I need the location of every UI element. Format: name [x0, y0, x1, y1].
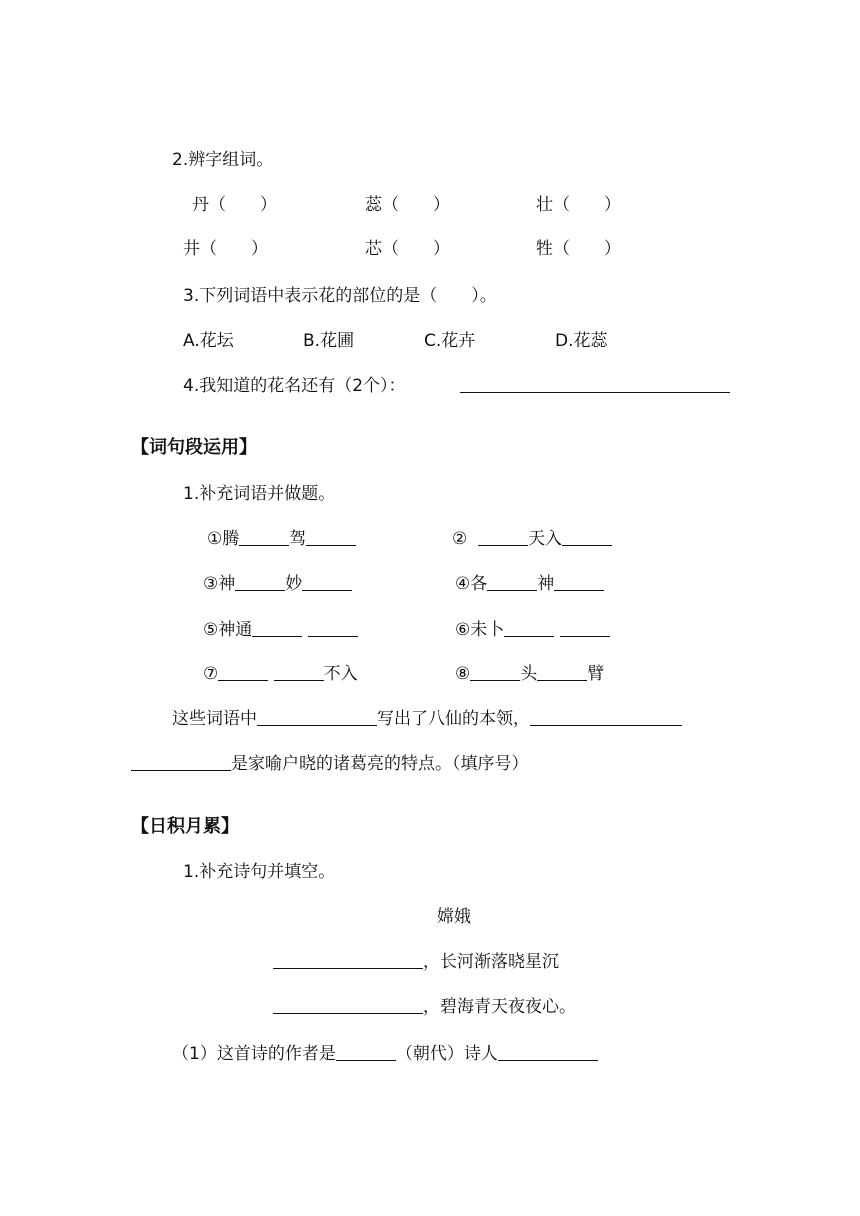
answer-blank[interactable]: [504, 618, 554, 637]
poem-line: ，碧海青天夜夜心。: [273, 995, 576, 1019]
idiom-item: ③神 妙: [203, 572, 352, 596]
question-2-title: 2.辨字组词。: [172, 150, 274, 170]
answer-blank[interactable]: [498, 1042, 598, 1061]
option-d: D.花蕊: [555, 331, 608, 351]
poem-line: ，长河渐落晓星沉: [273, 950, 559, 974]
char-item: 丹（ ）: [192, 195, 277, 215]
answer-blank[interactable]: [235, 572, 285, 591]
answer-blank[interactable]: [478, 527, 528, 546]
answer-blank[interactable]: [273, 950, 423, 969]
option-b: B.花圃: [303, 331, 355, 351]
answer-blank[interactable]: [487, 572, 537, 591]
section-heading: 【词句段运用】: [131, 437, 257, 458]
char-item: 壮（ ）: [536, 195, 621, 215]
question-1-title: 1.补充词语并做题。: [183, 484, 336, 504]
answer-blank[interactable]: [302, 572, 352, 591]
answer-blank[interactable]: [274, 662, 324, 681]
idiom-item: ② 天入: [452, 527, 612, 551]
answer-blank[interactable]: [470, 662, 520, 681]
idiom-item: ④各 神: [455, 572, 604, 596]
answer-blank[interactable]: [306, 527, 356, 546]
answer-blank[interactable]: [530, 707, 682, 726]
answer-blank[interactable]: [252, 618, 302, 637]
idiom-item: ⑦ 不入: [203, 664, 358, 684]
char-item: 牲（ ）: [536, 239, 621, 259]
section-heading: 【日积月累】: [131, 816, 239, 837]
sub-question: （1）这首诗的作者是 （朝代）诗人: [172, 1042, 598, 1066]
idiom-item: ⑧ 头 臂: [455, 664, 605, 684]
idiom-item: ⑥未卜: [455, 618, 610, 642]
answer-blank[interactable]: [239, 527, 289, 546]
option-c: C.花卉: [424, 331, 476, 351]
fill-sentence-cont: 是家喻户晓的诸葛亮的特点。（填序号）: [131, 752, 529, 776]
answer-blank[interactable]: [537, 662, 587, 681]
answer-blank[interactable]: [131, 752, 231, 771]
idiom-item: ⑤神通: [203, 618, 358, 642]
char-item: 蕊（ ）: [365, 195, 450, 215]
question-4-title: 4.我知道的花名还有（2个）：: [183, 376, 406, 396]
option-a: A.花坛: [183, 331, 234, 351]
answer-blank[interactable]: [460, 374, 730, 398]
char-item: 井（ ）: [183, 239, 268, 259]
answer-blank[interactable]: [560, 618, 610, 637]
fill-sentence: 这些词语中 写出了八仙的本领，: [172, 707, 682, 731]
answer-blank[interactable]: [218, 662, 268, 681]
idiom-item: ①腾 驾: [207, 527, 356, 551]
answer-blank[interactable]: [562, 527, 612, 546]
question-3-title: 3.下列词语中表示花的部位的是（ ）。: [183, 286, 497, 306]
answer-blank[interactable]: [336, 1042, 396, 1061]
answer-blank[interactable]: [308, 618, 358, 637]
answer-blank[interactable]: [257, 707, 377, 726]
answer-blank[interactable]: [554, 572, 604, 591]
char-item: 芯（ ）: [365, 239, 450, 259]
question-1-title: 1.补充诗句并填空。: [183, 862, 336, 882]
poem-title: 嫦娥: [437, 907, 471, 927]
answer-blank[interactable]: [273, 995, 423, 1014]
